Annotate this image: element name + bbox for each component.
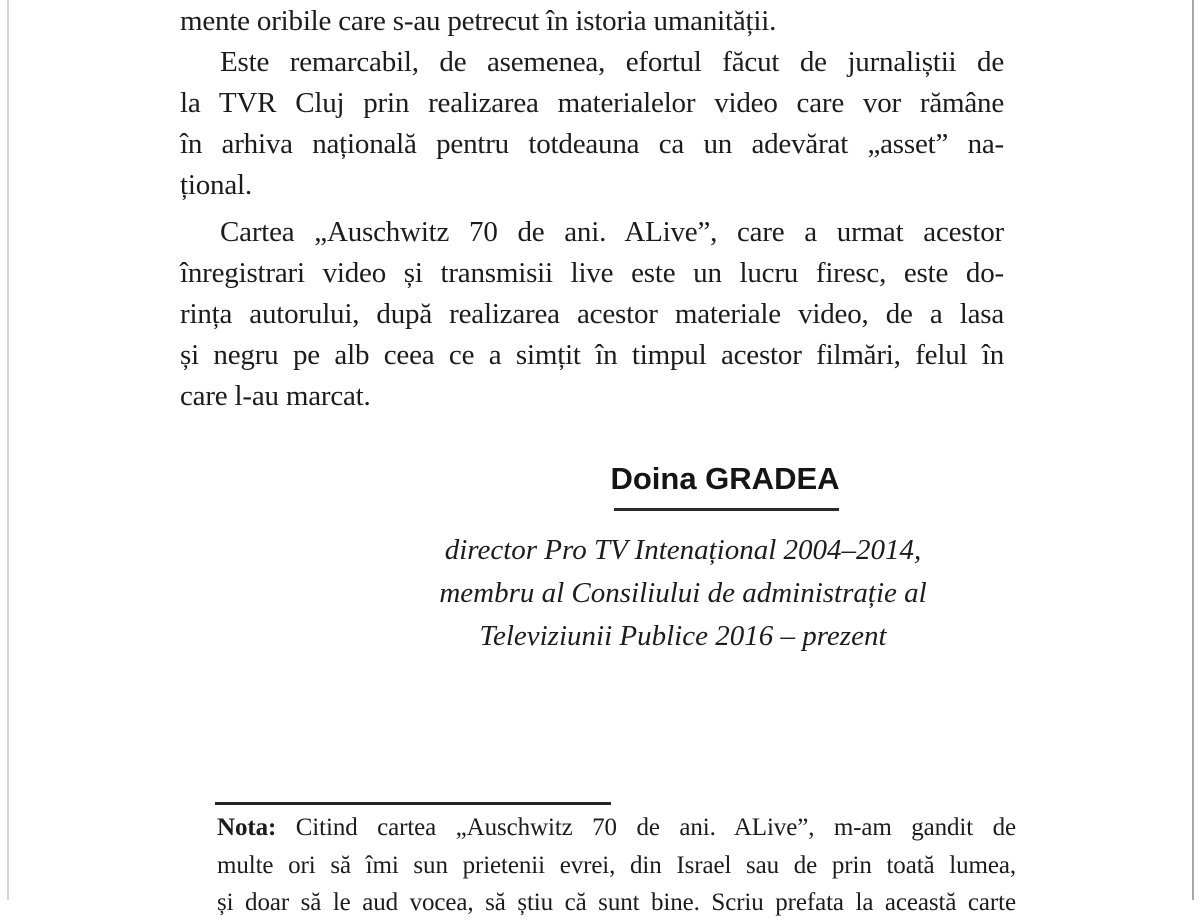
body-text: [180, 1, 1004, 417]
attribution-line: Televiziunii Publice 2016 – prezent: [479, 620, 887, 652]
signature-name: Doina GRADEA: [610, 461, 840, 496]
body-line: care l-au marcat.: [180, 380, 371, 412]
signature-rule: [614, 508, 839, 511]
footnote-label: Nota:: [217, 814, 277, 841]
body-line: la TVR Cluj prin realizarea materialelor video care vor rămâne: [180, 87, 1004, 119]
footnote-line: multe ori să îmi sun prietenii evrei, din Israel sau de prin toată lumea,: [217, 851, 1016, 879]
body-line: Este remarcabil, de asemenea, efortul făcut de jurnaliștii de: [220, 46, 1004, 78]
footnote-rule: [215, 802, 611, 805]
body-line: mente oribile care s-au petrecut în istoria umanității.: [180, 5, 777, 37]
body-line: Cartea „Auschwitz 70 de ani. ALive”, care a urmat acestor: [220, 216, 1004, 248]
attribution-line: membru al Consiliului de administrație al: [439, 577, 927, 609]
footnote-text: Citind cartea „Auschwitz 70 de ani. ALive”, m-am gandit de: [295, 814, 1016, 841]
body-line: înregistrari video și transmisii live este un lucru firesc, este do-: [180, 257, 1004, 289]
signature-attribution: [360, 529, 1006, 658]
body-line: în arhiva națională pentru totdeauna ca un adevărat „asset” na-: [180, 128, 1004, 160]
body-line: rința autorului, după realizarea acestor materiale video, de a lasa: [180, 298, 1004, 330]
body-line: și negru pe alb ceea ce a simțit în timpul acestor filmări, felul în: [180, 339, 1004, 371]
footnote: [217, 809, 1016, 922]
page-edge-right-line: [1192, 0, 1194, 900]
footnote-line: și doar să le aud vocea, să știu că sunt bine. Scriu prefata la această carte: [217, 889, 1016, 916]
footnote-line: [217, 809, 1016, 847]
body-line: țional.: [180, 169, 252, 201]
page-edge-left-line: [7, 0, 9, 900]
attribution-line: director Pro TV Intenațional 2004–2014,: [444, 534, 922, 566]
